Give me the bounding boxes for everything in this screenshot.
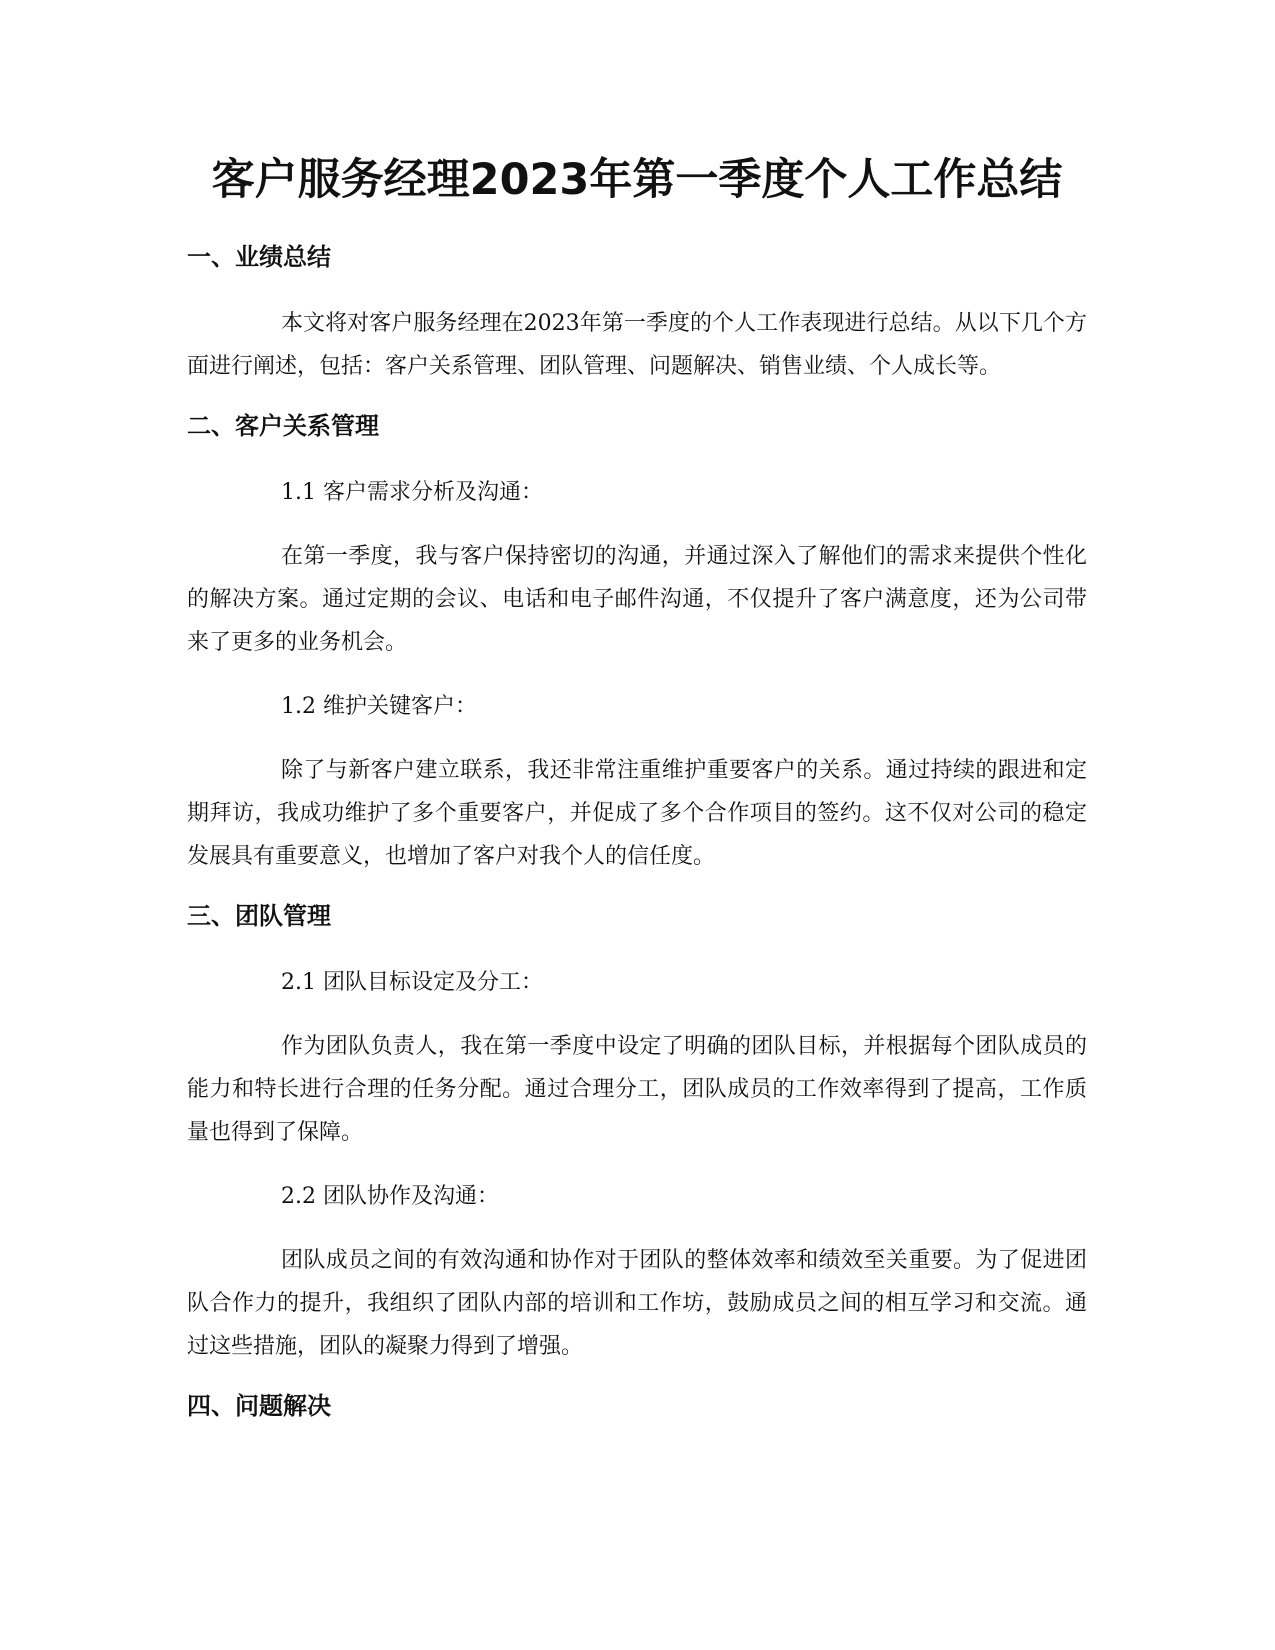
document-body	[187, 150, 1087, 1451]
paragraph-performance-summary: 本文将对客户服务经理在2023年第一季度的个人工作表现进行总结。从以下几个方面进行阐述，包括：客户关系管理、团队管理、问题解决、销售业绩、个人成长等。	[187, 311, 1087, 379]
paragraph-team-goals: 作为团队负责人，我在第一季度中设定了明确的团队目标，并根据每个团队成员的能力和特长进行合理的任务分配。通过合理分工，团队成员的工作效率得到了提高，工作质量也得到了保障。	[187, 1034, 1087, 1145]
paragraph-key-customers: 除了与新客户建立联系，我还非常注重维护重要客户的关系。通过持续的跟进和定期拜访，我成功维护了多个重要客户，并促成了多个合作项目的签约。这不仅对公司的稳定发展具有重要意义，也增加了客户对我个人的信任度。	[187, 758, 1087, 869]
subheading-key-customers: 1.2 维护关键客户：	[281, 694, 477, 719]
paragraph-team-collaboration: 团队成员之间的有效沟通和协作对于团队的整体效率和绩效至关重要。为了促进团队合作力的提升，我组织了团队内部的培训和工作坊，鼓励成员之间的相互学习和交流。通过这些措施，团队的凝聚力得到了增强。	[187, 1248, 1087, 1359]
section-heading-team-management: 三、团队管理	[187, 902, 331, 930]
subheading-team-collaboration: 2.2 团队协作及沟通：	[281, 1184, 499, 1209]
document-title: 客户服务经理2023年第一季度个人工作总结	[211, 155, 1063, 205]
section-heading-problem-solving: 四、问题解决	[187, 1392, 331, 1420]
section-heading-customer-relations: 二、客户关系管理	[187, 412, 379, 440]
subheading-customer-needs: 1.1 客户需求分析及沟通：	[281, 480, 543, 505]
paragraph-customer-needs: 在第一季度，我与客户保持密切的沟通，并通过深入了解他们的需求来提供个性化的解决方案。通过定期的会议、电话和电子邮件沟通，不仅提升了客户满意度，还为公司带来了更多的业务机会。	[187, 544, 1087, 655]
subheading-team-goals: 2.1 团队目标设定及分工：	[281, 970, 543, 995]
section-heading-performance: 一、业绩总结	[187, 243, 331, 271]
